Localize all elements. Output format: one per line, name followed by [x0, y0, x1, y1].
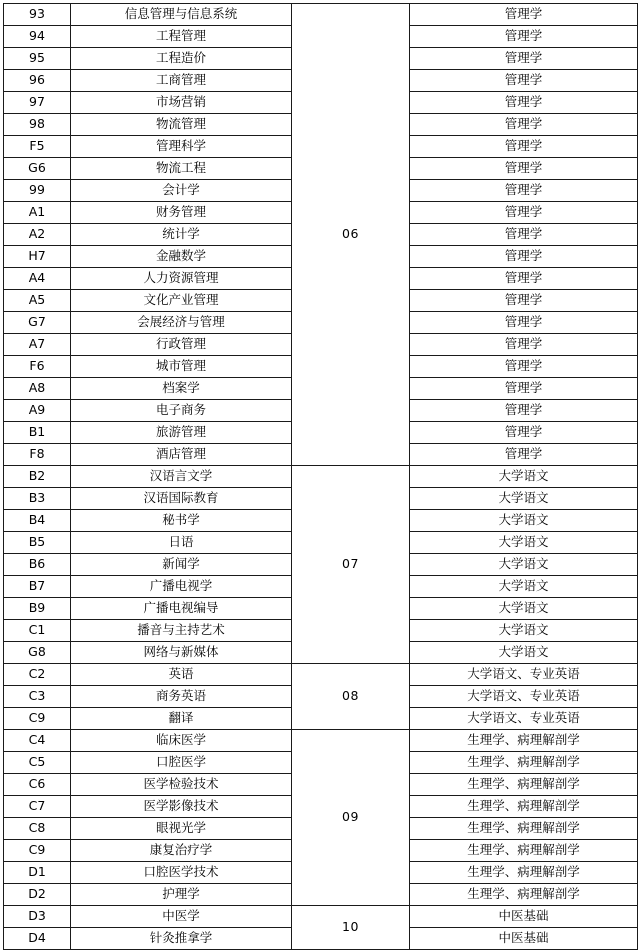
exam-subject-cell: 生理学、病理解剖学	[410, 818, 638, 840]
major-code-cell: B5	[4, 532, 71, 554]
major-code-cell: C4	[4, 730, 71, 752]
exam-subject-cell: 生理学、病理解剖学	[410, 752, 638, 774]
major-name-cell: 市场营销	[71, 92, 292, 114]
major-name-cell: 英语	[71, 664, 292, 686]
major-name-cell: 信息管理与信息系统	[71, 4, 292, 26]
table-row	[4, 664, 638, 686]
exam-subject-cell: 管理学	[410, 48, 638, 70]
major-name-cell: 工商管理	[71, 70, 292, 92]
major-name-cell: 文化产业管理	[71, 290, 292, 312]
major-code-cell: C9	[4, 708, 71, 730]
exam-subject-cell: 管理学	[410, 422, 638, 444]
major-code-cell: B2	[4, 466, 71, 488]
major-code-cell: F8	[4, 444, 71, 466]
major-code-cell: D1	[4, 862, 71, 884]
major-code-cell: B6	[4, 554, 71, 576]
major-name-cell: 档案学	[71, 378, 292, 400]
exam-subject-cell: 管理学	[410, 246, 638, 268]
major-code-cell: B7	[4, 576, 71, 598]
major-name-cell: 物流工程	[71, 158, 292, 180]
major-name-cell: 广播电视编导	[71, 598, 292, 620]
exam-subject-cell: 管理学	[410, 290, 638, 312]
major-name-cell: 会展经济与管理	[71, 312, 292, 334]
major-code-cell: A4	[4, 268, 71, 290]
major-code-cell: 93	[4, 4, 71, 26]
exam-subject-cell: 生理学、病理解剖学	[410, 774, 638, 796]
exam-subject-cell: 管理学	[410, 356, 638, 378]
major-name-cell: 临床医学	[71, 730, 292, 752]
exam-subject-cell: 管理学	[410, 180, 638, 202]
group-code-cell: 06	[292, 4, 410, 466]
major-code-cell: F5	[4, 136, 71, 158]
exam-subject-cell: 生理学、病理解剖学	[410, 796, 638, 818]
exam-subject-cell: 大学语文	[410, 642, 638, 664]
major-code-cell: A9	[4, 400, 71, 422]
major-code-cell: D3	[4, 906, 71, 928]
major-code-cell: 99	[4, 180, 71, 202]
group-code-cell: 09	[292, 730, 410, 906]
major-code-cell: A7	[4, 334, 71, 356]
major-name-cell: 口腔医学技术	[71, 862, 292, 884]
exam-subject-cell: 大学语文、专业英语	[410, 664, 638, 686]
major-name-cell: 护理学	[71, 884, 292, 906]
major-code-cell: 98	[4, 114, 71, 136]
exam-subject-cell: 管理学	[410, 400, 638, 422]
exam-subject-cell: 管理学	[410, 26, 638, 48]
major-code-cell: A1	[4, 202, 71, 224]
major-code-cell: A5	[4, 290, 71, 312]
major-name-cell: 工程管理	[71, 26, 292, 48]
major-name-cell: 针灸推拿学	[71, 928, 292, 950]
major-name-cell: 秘书学	[71, 510, 292, 532]
exam-subject-cell: 管理学	[410, 224, 638, 246]
major-name-cell: 物流管理	[71, 114, 292, 136]
major-code-cell: G7	[4, 312, 71, 334]
major-name-cell: 财务管理	[71, 202, 292, 224]
exam-subject-cell: 管理学	[410, 444, 638, 466]
major-subject-table	[3, 3, 638, 950]
exam-subject-cell: 管理学	[410, 312, 638, 334]
exam-subject-cell: 管理学	[410, 202, 638, 224]
table-row	[4, 466, 638, 488]
table-row	[4, 730, 638, 752]
major-code-cell: C5	[4, 752, 71, 774]
group-code-cell: 08	[292, 664, 410, 730]
major-name-cell: 旅游管理	[71, 422, 292, 444]
exam-subject-cell: 大学语文	[410, 510, 638, 532]
major-code-cell: A2	[4, 224, 71, 246]
major-name-cell: 酒店管理	[71, 444, 292, 466]
major-name-cell: 城市管理	[71, 356, 292, 378]
major-code-cell: C9	[4, 840, 71, 862]
major-name-cell: 金融数学	[71, 246, 292, 268]
major-name-cell: 口腔医学	[71, 752, 292, 774]
major-name-cell: 新闻学	[71, 554, 292, 576]
major-name-cell: 网络与新媒体	[71, 642, 292, 664]
exam-subject-cell: 管理学	[410, 70, 638, 92]
major-code-cell: C7	[4, 796, 71, 818]
exam-subject-cell: 管理学	[410, 136, 638, 158]
major-name-cell: 人力资源管理	[71, 268, 292, 290]
exam-subject-cell: 管理学	[410, 158, 638, 180]
major-code-cell: D4	[4, 928, 71, 950]
exam-subject-cell: 大学语文	[410, 532, 638, 554]
major-name-cell: 工程造价	[71, 48, 292, 70]
exam-subject-cell: 管理学	[410, 378, 638, 400]
major-code-cell: H7	[4, 246, 71, 268]
major-code-cell: 95	[4, 48, 71, 70]
major-code-cell: C1	[4, 620, 71, 642]
major-name-cell: 眼视光学	[71, 818, 292, 840]
major-code-cell: 94	[4, 26, 71, 48]
exam-subject-cell: 中医基础	[410, 928, 638, 950]
major-name-cell: 商务英语	[71, 686, 292, 708]
major-code-cell: B9	[4, 598, 71, 620]
exam-subject-cell: 生理学、病理解剖学	[410, 884, 638, 906]
exam-subject-cell: 管理学	[410, 4, 638, 26]
exam-subject-cell: 生理学、病理解剖学	[410, 862, 638, 884]
major-name-cell: 广播电视学	[71, 576, 292, 598]
exam-subject-cell: 管理学	[410, 268, 638, 290]
major-name-cell: 中医学	[71, 906, 292, 928]
major-code-cell: B4	[4, 510, 71, 532]
major-name-cell: 翻译	[71, 708, 292, 730]
major-name-cell: 汉语国际教育	[71, 488, 292, 510]
major-name-cell: 统计学	[71, 224, 292, 246]
major-code-cell: C6	[4, 774, 71, 796]
exam-subject-cell: 中医基础	[410, 906, 638, 928]
exam-subject-cell: 大学语文	[410, 554, 638, 576]
major-name-cell: 医学检验技术	[71, 774, 292, 796]
major-code-cell: F6	[4, 356, 71, 378]
major-name-cell: 电子商务	[71, 400, 292, 422]
major-name-cell: 汉语言文学	[71, 466, 292, 488]
major-name-cell: 康复治疗学	[71, 840, 292, 862]
table-body	[4, 4, 638, 950]
exam-subject-cell: 大学语文	[410, 598, 638, 620]
major-code-cell: G8	[4, 642, 71, 664]
exam-subject-cell: 大学语文	[410, 620, 638, 642]
exam-subject-cell: 大学语文、专业英语	[410, 686, 638, 708]
exam-subject-cell: 大学语文	[410, 466, 638, 488]
major-code-cell: C2	[4, 664, 71, 686]
major-name-cell: 播音与主持艺术	[71, 620, 292, 642]
major-code-cell: B3	[4, 488, 71, 510]
major-code-cell: C8	[4, 818, 71, 840]
major-name-cell: 医学影像技术	[71, 796, 292, 818]
major-code-cell: G6	[4, 158, 71, 180]
table-row	[4, 906, 638, 928]
exam-subject-cell: 生理学、病理解剖学	[410, 840, 638, 862]
exam-subject-cell: 管理学	[410, 92, 638, 114]
exam-subject-cell: 大学语文、专业英语	[410, 708, 638, 730]
group-code-cell: 07	[292, 466, 410, 664]
major-code-cell: A8	[4, 378, 71, 400]
exam-subject-cell: 大学语文	[410, 576, 638, 598]
major-code-cell: B1	[4, 422, 71, 444]
major-name-cell: 日语	[71, 532, 292, 554]
major-code-cell: 97	[4, 92, 71, 114]
group-code-cell: 10	[292, 906, 410, 950]
major-code-cell: D2	[4, 884, 71, 906]
major-name-cell: 行政管理	[71, 334, 292, 356]
exam-subject-cell: 大学语文	[410, 488, 638, 510]
major-code-cell: C3	[4, 686, 71, 708]
major-name-cell: 会计学	[71, 180, 292, 202]
exam-subject-cell: 管理学	[410, 334, 638, 356]
major-code-cell: 96	[4, 70, 71, 92]
major-name-cell: 管理科学	[71, 136, 292, 158]
table-row	[4, 4, 638, 26]
exam-subject-cell: 生理学、病理解剖学	[410, 730, 638, 752]
exam-subject-cell: 管理学	[410, 114, 638, 136]
